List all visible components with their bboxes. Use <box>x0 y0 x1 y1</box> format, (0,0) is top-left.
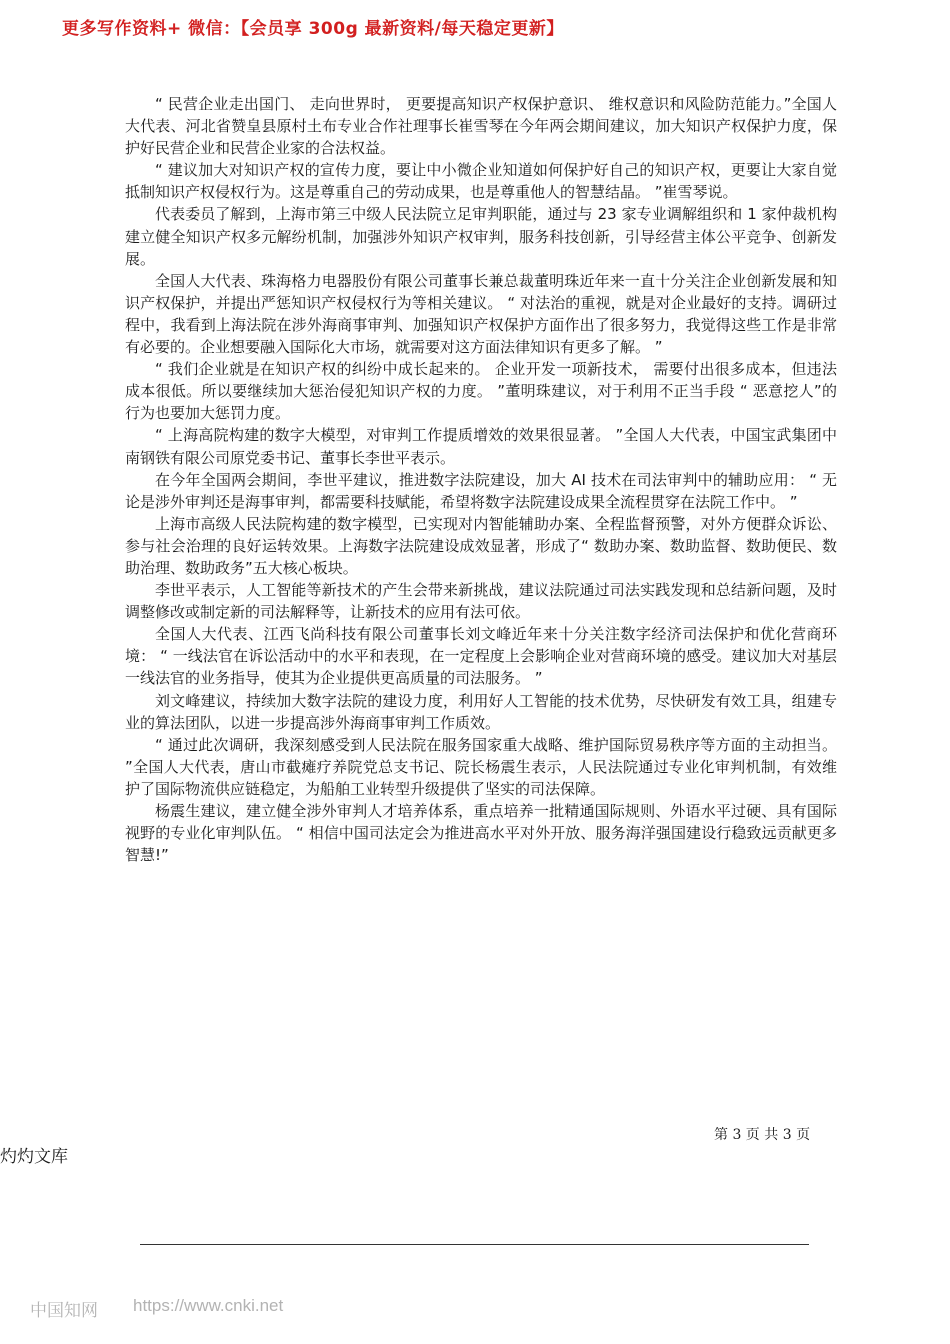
promo-banner: 更多写作资料+ 微信：【会员享 300g 最新资料/每天稳定更新】 <box>62 19 564 39</box>
article-paragraph: 上海市高级人民法院构建的数字模型，已实现对内智能辅助办案、全程监督预警，对外方便群众诉讼、参与社会治理的良好运转效果。上海数字法院建设成效显著，形成了“ 数助办案、数助监督、数助便民、数助治理、数助政务”五大核心板块。 <box>125 514 837 577</box>
article-paragraph: “ 我们企业就是在知识产权的纠纷中成长起来的。 企业开发一项新技术， 需要付出很多成本，但违法成本很低。所以要继续加大惩治侵犯知识产权的力度。 ”董明珠建议，对于利用不正当手段 “ 恶意挖人”的行为也要加大惩罚力度。 <box>125 360 837 423</box>
article-paragraph: 杨震生建议，建立健全涉外审判人才培养体系，重点培养一批精通国际规则、外语水平过硬、具有国际视野的专业化审判队伍。 “ 相信中国司法定会为推进高水平对外开放、服务海洋强国建设行稳致远贡献更多智慧!” <box>125 802 837 865</box>
article-paragraph: 全国人大代表、珠海格力电器股份有限公司董事长兼总裁董明珠近年来一直十分关注企业创新发展和知识产权保护，并提出严惩知识产权侵权行为等相关建议。 “ 对法治的重视，就是对企业最好的支持。调研过程中，我看到上海法院在涉外海商事审判、加强知识产权保护方面作出了很多努力，我觉得这些工作是非常有必要的。企业想要融入国际化大市场，就需要对这方面法律知识有更多了解。 ” <box>125 271 837 357</box>
article-body <box>125 93 837 866</box>
article-paragraph: 在今年全国两会期间，李世平建议，推进数字法院建设，加大 AI 技术在司法审判中的辅助应用： “ 无论是涉外审判还是海事审判，都需要科技赋能，希望将数字法院建设成果全流程贯穿在法院工作中。 ” <box>125 470 837 511</box>
article-paragraph: 刘文峰建议，持续加大数字法院的建设力度，利用好人工智能的技术优势，尽快研发有效工具，组建专业的算法团队，以进一步提高涉外海商事审判工作质效。 <box>125 691 837 732</box>
article-paragraph: 李世平表示，人工智能等新技术的产生会带来新挑战，建议法院通过司法实践发现和总结新问题，及时调整修改或制定新的司法解释等，让新技术的应用有法可依。 <box>125 581 837 622</box>
article-paragraph: “ 建议加大对知识产权的宣传力度，要让中小微企业知道如何保护好自己的知识产权，更要让大家自觉抵制知识产权侵权行为。这是尊重自己的劳动成果，也是尊重他人的智慧结晶。 ”崔雪琴说。 <box>125 161 837 202</box>
article-paragraph: “ 通过此次调研，我深刻感受到人民法院在服务国家重大战略、维护国际贸易秩序等方面的主动担当。 ”全国人大代表，唐山市截瘫疗养院党总支书记、院长杨震生表示，人民法院通过专业化审判机制，有效维护了国际物流供应链稳定，为船舶工业转型升级提供了坚实的司法保障。 <box>125 735 837 798</box>
watermark-url: https://www.cnki.net <box>133 1296 284 1315</box>
article-paragraph: 代表委员了解到，上海市第三中级人民法院立足审判职能，通过与 23 家专业调解组织和 1 家仲裁机构建立健全知识产权多元解纷机制，加强涉外知识产权审判，服务科技创新，引导经营主体公平竞争、创新发展。 <box>125 205 837 268</box>
page-number: 第 3 页 共 3 页 <box>714 1127 811 1143</box>
article-paragraph: 全国人大代表、江西飞尚科技有限公司董事长刘文峰近年来十分关注数字经济司法保护和优化营商环境： “ 一线法官在诉讼活动中的水平和表现，在一定程度上会影响企业对营商环境的感受。建议加大对基层一线法官的业务指导，使其为企业提供更高质量的司法服务。 ” <box>125 625 837 688</box>
article-paragraph: “ 上海高院构建的数字大模型，对审判工作提质增效的效果很显著。 ”全国人大代表，中国宝武集团中南钢铁有限公司原党委书记、董事长李世平表示。 <box>125 426 837 467</box>
site-name: 灼灼文库 <box>0 1147 68 1167</box>
watermark-brand: 中国知网 <box>30 1301 98 1321</box>
bottom-divider <box>140 1244 809 1245</box>
article-paragraph: “ 民营企业走出国门、 走向世界时， 更要提高知识产权保护意识、 维权意识和风险防范能力。”全国人大代表、河北省赞皇县原村土布专业合作社理事长崔雪琴在今年两会期间建议，加大知识产权保护力度，保护好民营企业和民营企业家的合法权益。 <box>125 95 837 158</box>
